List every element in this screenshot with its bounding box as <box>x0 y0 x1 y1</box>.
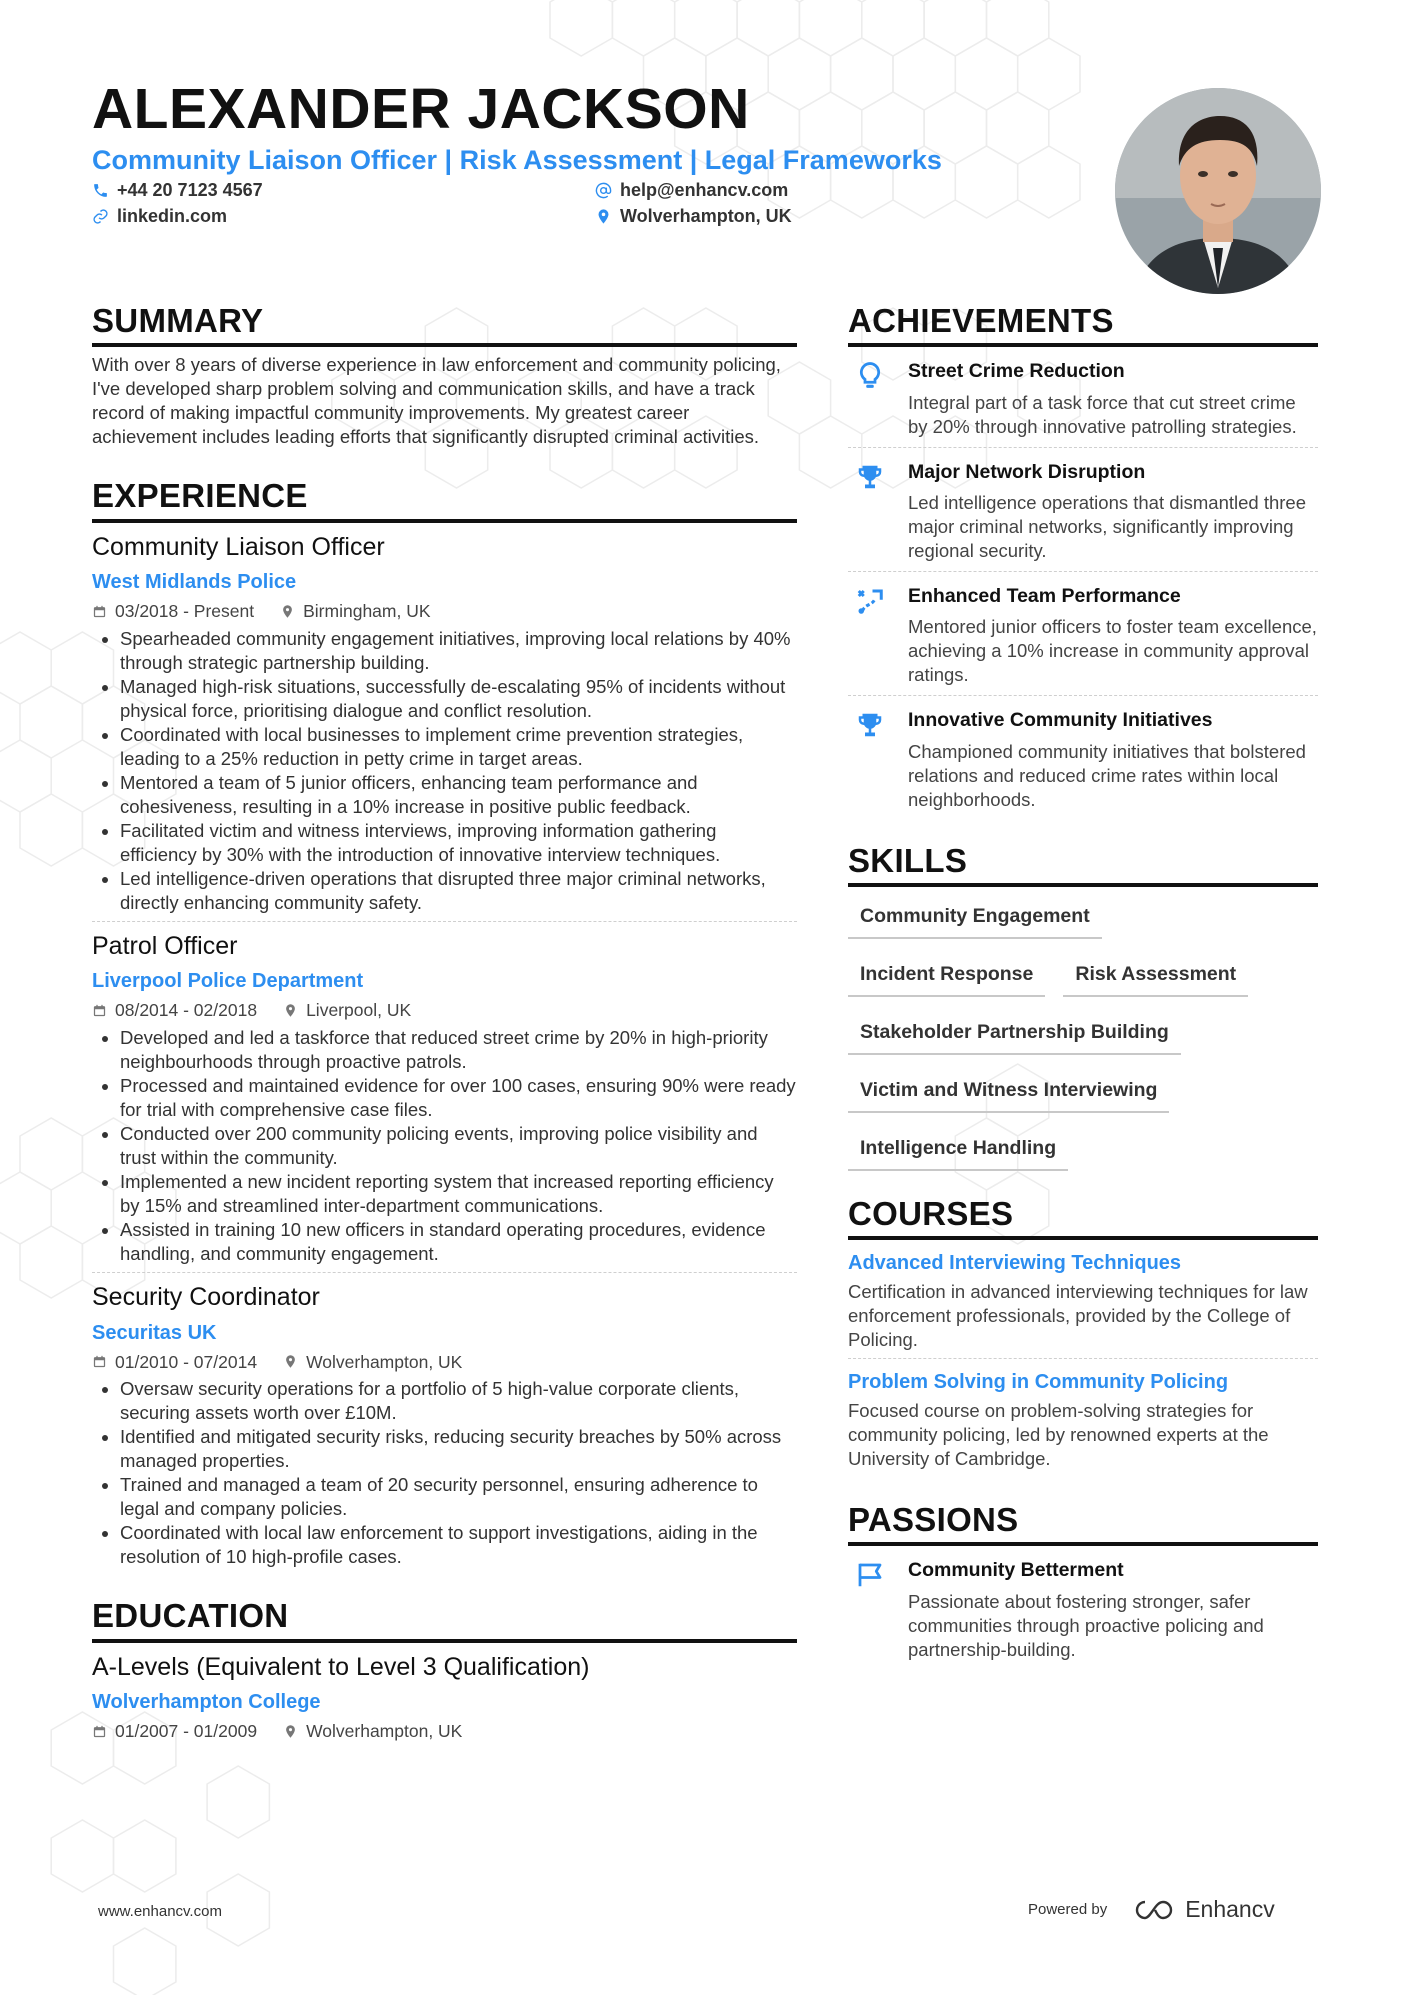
bullet-item: • Managed high-risk situations, successfully de-escalating 95% of incidents without physical force, prioritising dialogue and conflict resolution. <box>120 675 797 723</box>
education-location: Wolverhampton, UK <box>306 1721 463 1741</box>
footer-website[interactable]: www.enhancv.com <box>98 1903 222 1920</box>
job-entry <box>92 1281 797 1569</box>
brand-name: Enhancv <box>1185 1896 1275 1922</box>
education-meta <box>92 1720 797 1743</box>
achievement-item <box>848 696 1318 819</box>
flag-icon <box>855 1560 885 1590</box>
course-desc: Certification in advanced interviewing techniques for law enforcement professionals, provided by the College of Policing. <box>848 1280 1318 1359</box>
passion-desc: Passionate about fostering stronger, safer communities through proactive policing and partnership-building. <box>908 1590 1264 1660</box>
email-text: help@enhancv.com <box>620 180 789 200</box>
contact-email[interactable] <box>595 180 788 201</box>
bullet-item: • Identified and mitigated security risks, reducing security breaches by 50% across managed properties. <box>120 1425 797 1473</box>
bullet-item: • Assisted in training 10 new officers in standard operating procedures, evidence handling, and community engagement. <box>120 1218 797 1266</box>
profile-photo <box>1115 88 1321 294</box>
job-location: Birmingham, UK <box>303 601 431 621</box>
school-name: Wolverhampton College <box>92 1691 321 1713</box>
education-section <box>92 1595 797 1743</box>
job-location: Liverpool, UK <box>306 1000 412 1021</box>
bullet-item: • Mentored a team of 5 junior officers, enhancing team performance and cohesiveness, resulting in a 10% increase in positive public feedback. <box>120 771 797 819</box>
education-heading: EDUCATION <box>92 1595 797 1642</box>
skill-tag: Risk Assessment <box>1063 951 1248 997</box>
achievement-desc: Mentored junior officers to foster team excellence, achieving a 10% increase in community approval ratings. <box>908 616 1317 686</box>
job-dates: 08/2014 - 02/2018 <box>115 1000 258 1021</box>
achievements-heading: ACHIEVEMENTS <box>848 300 1318 347</box>
skill-tag: Community Engagement <box>848 893 1102 939</box>
skill-tag: Intelligence Handling <box>848 1125 1068 1171</box>
skill-tag: Incident Response <box>848 951 1045 997</box>
bullet-item: • Coordinated with local businesses to implement crime prevention strategies, leading to a 25% reduction in petty crime in target areas. <box>120 723 797 771</box>
bullet-item: • Implemented a new incident reporting system that increased reporting efficiency by 15% and streamlined inter-department communications. <box>120 1170 797 1218</box>
phone-icon <box>92 182 109 199</box>
achievement-title: Street Crime Reduction <box>908 360 1125 383</box>
company-name: West Midlands Police <box>92 571 297 593</box>
company-name: Liverpool Police Department <box>92 970 364 993</box>
summary-section <box>92 300 797 449</box>
lightbulb-icon <box>855 361 885 391</box>
bullet-item: • Developed and led a taskforce that reduced street crime by 20% in high-priority neighbourhoods through proactive patrols. <box>120 1026 797 1074</box>
map-pin-icon <box>280 604 295 619</box>
bullet-item: • Facilitated victim and witness interviews, improving information gathering efficiency by 30% with the introduction of innovative interview techniques. <box>120 819 797 867</box>
skill-tag: Victim and Witness Interviewing <box>848 1067 1169 1113</box>
job-meta <box>92 600 797 623</box>
job-entry <box>92 930 797 1273</box>
calendar-icon <box>92 1003 107 1018</box>
achievement-item <box>848 572 1318 696</box>
map-pin-icon <box>595 208 612 225</box>
courses-section <box>848 1193 1318 1477</box>
achievement-desc: Integral part of a task force that cut street crime by 20% through innovative patrolling strategies. <box>908 391 1297 437</box>
bullet-item: • Coordinated with local law enforcement to support investigations, aiding in the resolution of 10 high-profile cases. <box>120 1521 797 1569</box>
divider <box>92 1272 797 1273</box>
phone-text: +44 20 7123 4567 <box>117 180 263 200</box>
experience-heading: EXPERIENCE <box>92 475 797 522</box>
headline: Community Liaison Officer | Risk Assessment | Legal Frameworks <box>92 145 942 175</box>
job-location: Wolverhampton, UK <box>306 1351 463 1372</box>
passion-title: Community Betterment <box>908 1559 1124 1582</box>
calendar-icon <box>92 1724 107 1739</box>
bullet-item: • Trained and managed a team of 20 security personnel, ensuring adherence to legal and company policies. <box>120 1473 797 1521</box>
contact-linkedin[interactable] <box>92 206 227 227</box>
route-icon <box>855 586 885 616</box>
passions-section <box>848 1499 1318 1670</box>
calendar-icon <box>92 604 107 619</box>
company-name: Securitas UK <box>92 1321 217 1344</box>
divider <box>92 921 797 922</box>
location-text: Wolverhampton, UK <box>620 206 792 226</box>
map-pin-icon <box>283 1724 298 1739</box>
achievement-desc: Led intelligence operations that dismantled three major criminal networks, significantly improving regional security. <box>908 491 1307 561</box>
bullet-item: • Spearheaded community engagement initiatives, improving local relations by 40% through strategic partnership building. <box>120 627 797 675</box>
job-title: Security Coordinator <box>92 1283 320 1311</box>
map-pin-icon <box>283 1354 298 1369</box>
left-column <box>92 300 797 1743</box>
passion-item <box>848 1546 1318 1669</box>
candidate-name: ALEXANDER JACKSON <box>92 77 750 141</box>
skills-heading: SKILLS <box>848 840 1318 887</box>
achievement-item <box>848 347 1318 447</box>
footer-branding <box>1028 1896 1275 1923</box>
course-title: Advanced Interviewing Techniques <box>848 1252 1182 1275</box>
contact-phone[interactable] <box>92 180 263 201</box>
course-title: Problem Solving in Community Policing <box>848 1371 1229 1394</box>
skills-list <box>848 893 1318 1171</box>
achievement-title: Enhanced Team Performance <box>908 584 1181 607</box>
achievements-section <box>848 300 1318 820</box>
powered-by-text: Powered by <box>1028 1901 1108 1918</box>
summary-text: With over 8 years of diverse experience in law enforcement and community policing, I've developed sharp problem solving and communication skills, and have a track record of making impactful community improvements. My greatest career achievement includes leading efforts that significantly disrupted criminal activities. <box>92 354 781 448</box>
achievement-desc: Championed community initiatives that bolstered relations and reduced crime rates within local neighborhoods. <box>908 740 1306 810</box>
degree-title: A-Levels (Equivalent to Level 3 Qualification) <box>92 1652 590 1681</box>
passions-heading: PASSIONS <box>848 1499 1318 1546</box>
bullet-item: • Conducted over 200 community policing events, improving police visibility and trust within the community. <box>120 1122 797 1170</box>
brand-logo[interactable] <box>1133 1896 1275 1923</box>
link-icon <box>92 208 109 225</box>
bullet-item: • Led intelligence-driven operations that disrupted three major criminal networks, directly enhancing community safety. <box>120 867 797 915</box>
trophy-icon <box>855 462 885 492</box>
at-sign-icon <box>595 182 612 199</box>
job-bullets <box>92 1026 797 1266</box>
calendar-icon <box>92 1354 107 1369</box>
achievement-title: Innovative Community Initiatives <box>908 709 1213 732</box>
job-entry <box>92 531 797 922</box>
experience-section <box>92 475 797 1569</box>
job-bullets <box>92 627 797 915</box>
education-dates: 01/2007 - 01/2009 <box>115 1721 258 1741</box>
job-dates: 03/2018 - Present <box>115 601 255 621</box>
bullet-item: • Processed and maintained evidence for over 100 cases, ensuring 90% were ready for trial with comprehensive case files. <box>120 1074 797 1122</box>
right-column <box>848 300 1318 1670</box>
course-desc: Focused course on problem-solving strategies for community policing, led by renowned experts at the University of Cambridge. <box>848 1400 1269 1470</box>
courses-heading: COURSES <box>848 1193 1318 1240</box>
job-title: Patrol Officer <box>92 931 238 960</box>
job-dates: 01/2010 - 07/2014 <box>115 1351 258 1372</box>
job-meta <box>92 1351 797 1374</box>
trophy-icon <box>855 710 885 740</box>
job-bullets <box>92 1377 797 1569</box>
enhancv-logo-icon <box>1133 1898 1179 1922</box>
job-meta <box>92 999 797 1022</box>
achievement-item <box>848 448 1318 572</box>
job-title: Community Liaison Officer <box>92 532 385 561</box>
bullet-item: • Oversaw security operations for a portfolio of 5 high-value corporate clients, securing assets worth over £10M. <box>120 1377 797 1425</box>
skill-tag: Stakeholder Partnership Building <box>848 1009 1181 1055</box>
skills-section <box>848 840 1318 1171</box>
linkedin-text: linkedin.com <box>117 206 228 226</box>
contact-location <box>595 206 792 227</box>
summary-heading: SUMMARY <box>92 300 797 347</box>
map-pin-icon <box>283 1003 298 1018</box>
achievement-title: Major Network Disruption <box>908 460 1146 483</box>
